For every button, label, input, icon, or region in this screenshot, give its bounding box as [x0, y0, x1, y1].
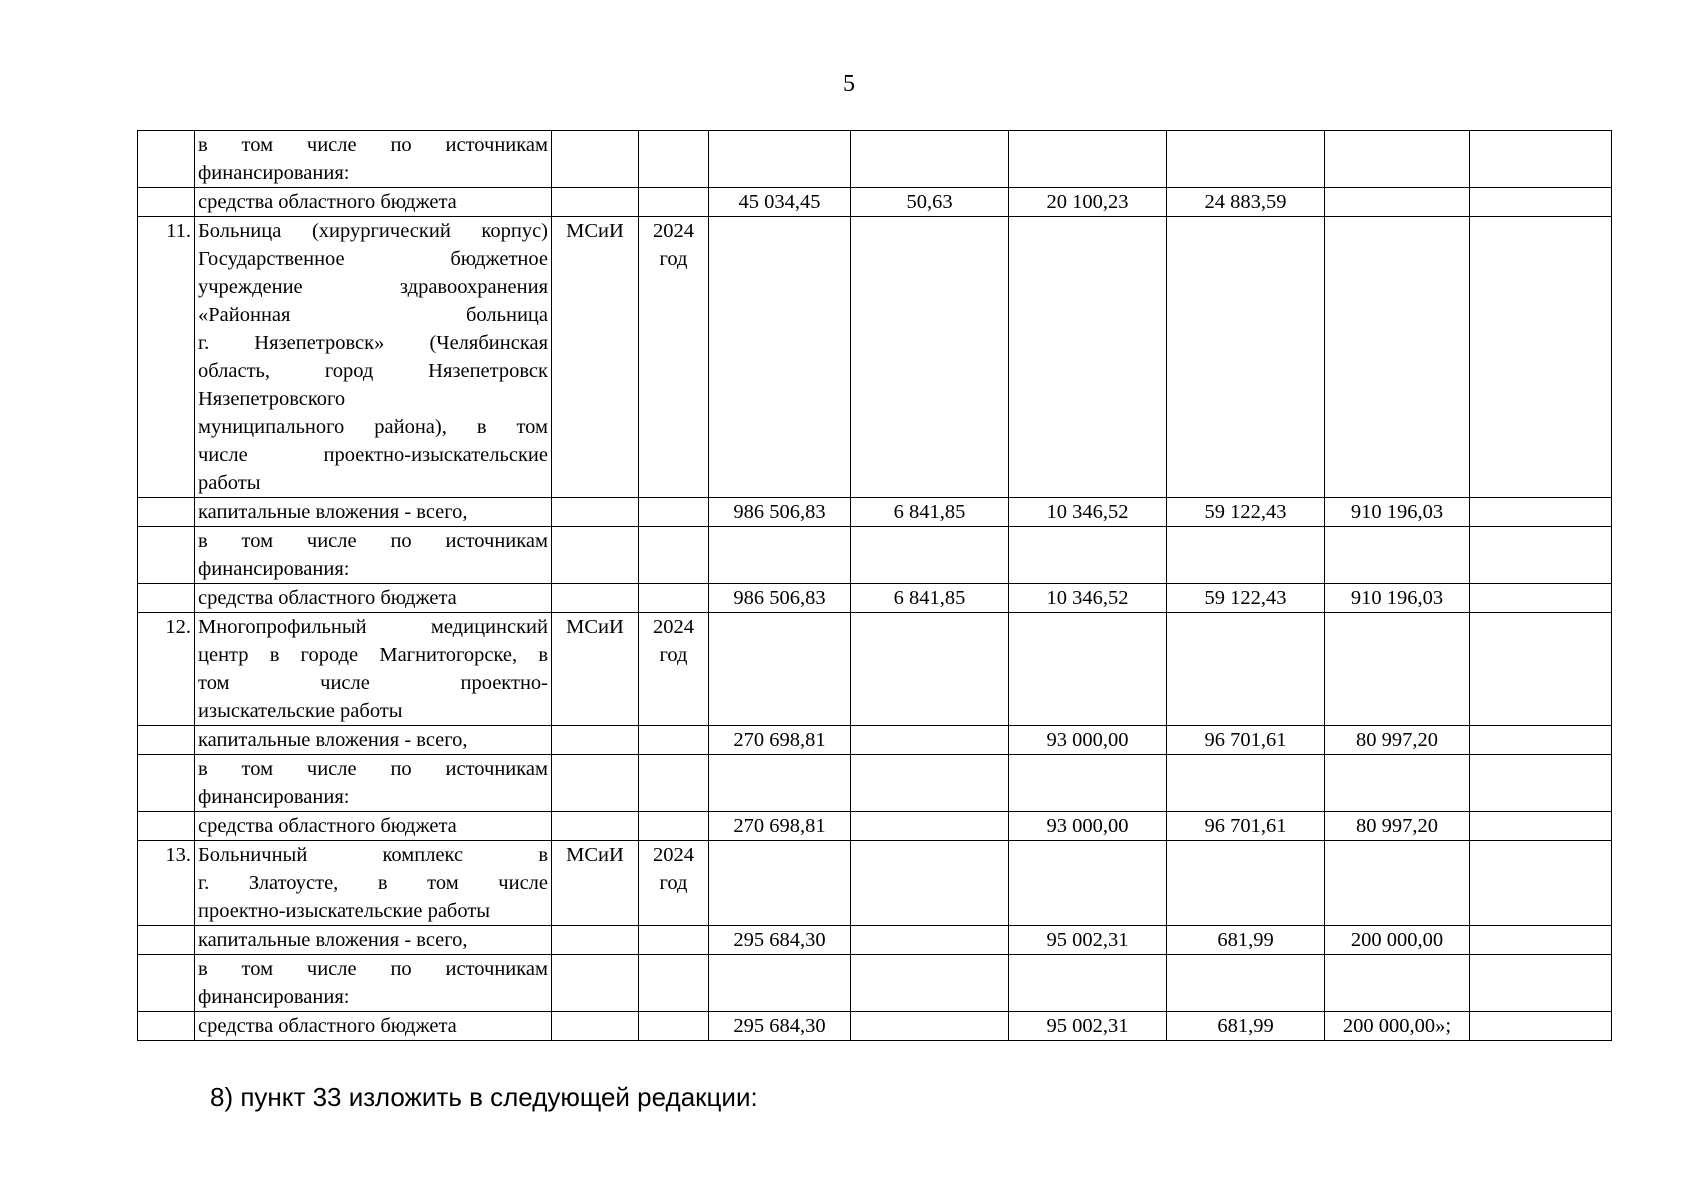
total-value: [709, 755, 851, 812]
object-name-line: Государственное бюджетное: [198, 248, 548, 270]
executor: [552, 498, 639, 527]
total-value: [709, 613, 851, 726]
value-col-3: 59 122,43: [1167, 584, 1325, 613]
row-number: [138, 584, 195, 613]
value-col-5: [1470, 584, 1612, 613]
value-col-1: [851, 217, 1009, 498]
total-value: 270 698,81: [709, 726, 851, 755]
table-row: [138, 613, 1612, 726]
value-col-3: [1167, 217, 1325, 498]
object-name-line: Многопрофильный медицинский: [198, 616, 548, 638]
object-name-line: г. Нязепетровск» (Челябинская: [198, 332, 548, 354]
completion-year: [639, 812, 709, 841]
value-col-5: [1470, 217, 1612, 498]
object-name: [195, 498, 552, 527]
object-name-line: Больница (хирургический корпус): [198, 220, 548, 242]
row-number: 13.: [138, 841, 195, 926]
object-name: [195, 1012, 552, 1041]
value-col-5: [1470, 926, 1612, 955]
total-value: 295 684,30: [709, 1012, 851, 1041]
object-name-line: том числе проектно-: [198, 672, 548, 694]
object-name: [195, 527, 552, 584]
completion-year: [639, 613, 709, 726]
executor: [552, 955, 639, 1012]
value-col-5: [1470, 841, 1612, 926]
total-value: 986 506,83: [709, 498, 851, 527]
completion-year: [639, 498, 709, 527]
value-col-4: [1325, 841, 1470, 926]
table-row: [138, 955, 1612, 1012]
value-col-4: 200 000,00»;: [1325, 1012, 1470, 1041]
value-col-5: [1470, 498, 1612, 527]
executor: МСиИ: [552, 841, 639, 926]
object-name-line: числе проектно-изыскательские: [198, 444, 548, 466]
total-value: 45 034,45: [709, 188, 851, 217]
object-name-line: Нязепетровского: [198, 388, 346, 410]
value-col-4: [1325, 755, 1470, 812]
value-col-2: [1009, 755, 1167, 812]
executor: [552, 926, 639, 955]
value-col-2: [1009, 131, 1167, 188]
value-col-4: [1325, 217, 1470, 498]
object-name: [195, 584, 552, 613]
value-col-1: [851, 955, 1009, 1012]
total-value: 295 684,30: [709, 926, 851, 955]
executor: МСиИ: [552, 217, 639, 498]
value-col-3: [1167, 841, 1325, 926]
object-name-line: изыскательские работы: [198, 700, 403, 722]
value-col-5: [1470, 755, 1612, 812]
row-number: [138, 926, 195, 955]
completion-year: [639, 841, 709, 926]
total-value: [709, 217, 851, 498]
value-col-1: [851, 812, 1009, 841]
total-value: [709, 955, 851, 1012]
total-value: [709, 131, 851, 188]
value-col-1: [851, 841, 1009, 926]
completion-year-line: 2024: [653, 220, 694, 242]
value-col-2: [1009, 527, 1167, 584]
table-row: [138, 217, 1612, 498]
object-name-line: учреждение здравоохранения: [198, 276, 548, 298]
value-col-2: [1009, 955, 1167, 1012]
completion-year-line: год: [659, 872, 688, 894]
executor: [552, 584, 639, 613]
value-col-5: [1470, 1012, 1612, 1041]
object-name: [195, 188, 552, 217]
value-col-3: [1167, 527, 1325, 584]
value-col-2: 10 346,52: [1009, 498, 1167, 527]
footer-instruction: 8) пункт 33 изложить в следующей редакции:: [210, 1082, 758, 1112]
value-col-5: [1470, 812, 1612, 841]
value-col-4: 910 196,03: [1325, 498, 1470, 527]
table-row: [138, 527, 1612, 584]
value-col-3: [1167, 131, 1325, 188]
row-number: [138, 955, 195, 1012]
executor: [552, 188, 639, 217]
value-col-3: 681,99: [1167, 1012, 1325, 1041]
object-name-line: область, город Нязепетровск: [198, 360, 548, 382]
table-row: [138, 726, 1612, 755]
object-name-line: г. Златоусте, в том числе: [198, 872, 548, 894]
table-row: [138, 812, 1612, 841]
value-col-1: 50,63: [851, 188, 1009, 217]
value-col-3: 96 701,61: [1167, 812, 1325, 841]
object-name: [195, 726, 552, 755]
value-col-5: [1470, 726, 1612, 755]
object-name-line: средства областного бюджета: [198, 1015, 457, 1037]
table-row: [138, 584, 1612, 613]
value-col-4: 80 997,20: [1325, 812, 1470, 841]
value-col-1: [851, 755, 1009, 812]
object-name: [195, 926, 552, 955]
completion-year: [639, 1012, 709, 1041]
object-name: [195, 131, 552, 188]
completion-year: [639, 217, 709, 498]
object-name-line: работы: [198, 472, 261, 494]
value-col-2: 20 100,23: [1009, 188, 1167, 217]
table-row: [138, 1012, 1612, 1041]
row-number: [138, 755, 195, 812]
value-col-1: 6 841,85: [851, 498, 1009, 527]
object-name: [195, 841, 552, 926]
value-col-4: [1325, 131, 1470, 188]
capital-investment-table: [137, 130, 1612, 1041]
value-col-1: [851, 726, 1009, 755]
value-col-1: [851, 613, 1009, 726]
value-col-3: [1167, 955, 1325, 1012]
total-value: 986 506,83: [709, 584, 851, 613]
executor: [552, 527, 639, 584]
total-value: [709, 841, 851, 926]
value-col-2: [1009, 841, 1167, 926]
object-name-line: средства областного бюджета: [198, 815, 457, 837]
row-number: [138, 498, 195, 527]
object-name-line: в том числе по источникам: [198, 134, 548, 156]
value-col-4: [1325, 188, 1470, 217]
object-name-line: «Районная больница: [198, 304, 548, 326]
object-name-line: капитальные вложения - всего,: [198, 501, 468, 523]
value-col-2: 95 002,31: [1009, 926, 1167, 955]
object-name-line: в том числе по источникам: [198, 958, 548, 980]
row-number: [138, 1012, 195, 1041]
table-row: [138, 131, 1612, 188]
executor: [552, 812, 639, 841]
executor: [552, 1012, 639, 1041]
object-name-line: в том числе по источникам: [198, 530, 548, 552]
executor: [552, 131, 639, 188]
row-number: 12.: [138, 613, 195, 726]
value-col-3: [1167, 755, 1325, 812]
value-col-1: [851, 527, 1009, 584]
object-name-line: муниципального района), в том: [198, 416, 548, 438]
value-col-4: 910 196,03: [1325, 584, 1470, 613]
object-name-line: центр в городе Магнитогорске, в: [198, 644, 548, 666]
object-name-line: финансирования:: [198, 558, 350, 580]
table-row: [138, 841, 1612, 926]
row-number: [138, 527, 195, 584]
value-col-5: [1470, 613, 1612, 726]
total-value: [709, 527, 851, 584]
value-col-4: 200 000,00: [1325, 926, 1470, 955]
object-name: [195, 755, 552, 812]
object-name: [195, 613, 552, 726]
value-col-3: 24 883,59: [1167, 188, 1325, 217]
table-row: [138, 755, 1612, 812]
row-number: [138, 131, 195, 188]
row-number: [138, 812, 195, 841]
total-value: 270 698,81: [709, 812, 851, 841]
object-name-line: финансирования:: [198, 986, 350, 1008]
completion-year: [639, 188, 709, 217]
row-number: [138, 188, 195, 217]
object-name-line: финансирования:: [198, 162, 350, 184]
object-name-line: капитальные вложения - всего,: [198, 729, 468, 751]
value-col-3: 59 122,43: [1167, 498, 1325, 527]
value-col-3: 96 701,61: [1167, 726, 1325, 755]
row-number: 11.: [138, 217, 195, 498]
value-col-5: [1470, 955, 1612, 1012]
table-row: [138, 188, 1612, 217]
object-name-line: капитальные вложения - всего,: [198, 929, 468, 951]
completion-year-line: год: [659, 248, 688, 270]
object-name: [195, 955, 552, 1012]
value-col-2: 93 000,00: [1009, 812, 1167, 841]
completion-year: [639, 584, 709, 613]
row-number: [138, 726, 195, 755]
value-col-4: [1325, 613, 1470, 726]
value-col-2: [1009, 613, 1167, 726]
object-name-line: средства областного бюджета: [198, 587, 457, 609]
object-name: [195, 217, 552, 498]
value-col-5: [1470, 131, 1612, 188]
value-col-2: [1009, 217, 1167, 498]
value-col-1: [851, 131, 1009, 188]
value-col-5: [1470, 527, 1612, 584]
object-name-line: в том числе по источникам: [198, 758, 548, 780]
completion-year-line: 2024: [653, 844, 694, 866]
value-col-3: 681,99: [1167, 926, 1325, 955]
completion-year-line: год: [659, 644, 688, 666]
value-col-1: 6 841,85: [851, 584, 1009, 613]
executor: МСиИ: [552, 613, 639, 726]
page-number: 5: [843, 71, 855, 97]
table-row: [138, 926, 1612, 955]
completion-year: [639, 755, 709, 812]
value-col-1: [851, 1012, 1009, 1041]
value-col-1: [851, 926, 1009, 955]
completion-year-line: 2024: [653, 616, 694, 638]
table-body: [138, 131, 1612, 1041]
value-col-2: 95 002,31: [1009, 1012, 1167, 1041]
value-col-3: [1167, 613, 1325, 726]
object-name-line: финансирования:: [198, 786, 350, 808]
value-col-4: 80 997,20: [1325, 726, 1470, 755]
executor: [552, 755, 639, 812]
completion-year: [639, 131, 709, 188]
completion-year: [639, 527, 709, 584]
value-col-4: [1325, 955, 1470, 1012]
object-name-line: средства областного бюджета: [198, 191, 457, 213]
value-col-4: [1325, 527, 1470, 584]
completion-year: [639, 726, 709, 755]
table-row: [138, 498, 1612, 527]
value-col-2: 10 346,52: [1009, 584, 1167, 613]
object-name-line: проектно-изыскательские работы: [198, 900, 491, 922]
value-col-2: 93 000,00: [1009, 726, 1167, 755]
object-name-line: Больничный комплекс в: [198, 844, 548, 866]
completion-year: [639, 955, 709, 1012]
value-col-5: [1470, 188, 1612, 217]
object-name: [195, 812, 552, 841]
executor: [552, 726, 639, 755]
completion-year: [639, 926, 709, 955]
